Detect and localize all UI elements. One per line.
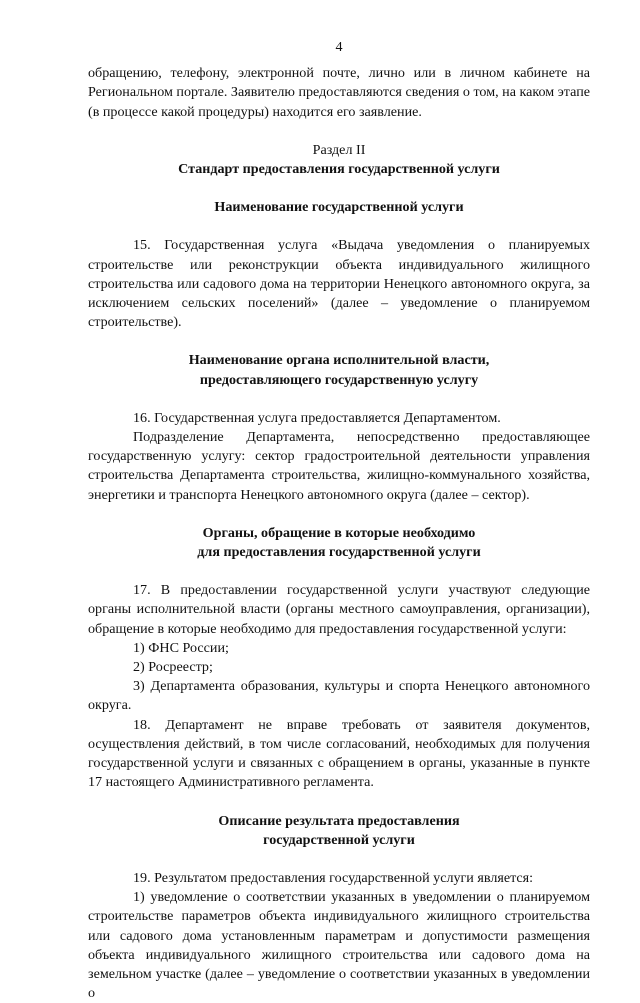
- heading-authority-line-1: Наименование органа исполнительной власти,: [188, 352, 490, 369]
- heading-result-line-1: Описание результата предоставления: [218, 812, 460, 829]
- paragraph-16-b: Подразделение Департамента, непосредственно предоставляющее государственную услугу: сектор градостроительной деятельности управления строительства Департамента строительства, жилищно-коммунального хозяйства, энергетики и транспорта Ненецкого автономного округа (далее – сектор).: [88, 429, 590, 503]
- paragraph-17-item-2: 2) Росреестр;: [133, 659, 213, 676]
- paragraph-16-a: 16. Государственная услуга предоставляется Департаментом.: [133, 409, 501, 426]
- paragraph-17-item-1: 1) ФНС России;: [133, 639, 229, 656]
- heading-bodies-line-2: для предоставления государственной услуги: [197, 544, 481, 561]
- heading-service-name: Наименование государственной услуги: [214, 199, 464, 216]
- paragraph-19-item-1: 1) уведомление о соответствии указанных в уведомлении о планируемом строительстве параметров объекта индивидуального жилищного строительства или садового дома установленным параметрам и допустимости размещения объекта индивидуального жилищного строительства или садового дома на земельном участке (далее – уведомление о соответствии указанных в уведомлении о: [88, 889, 590, 1002]
- section-label: Раздел II: [312, 141, 366, 158]
- paragraph-19: 19. Результатом предоставления государственной услуги является:: [133, 869, 534, 886]
- heading-bodies-line-1: Органы, обращение в которые необходимо: [202, 524, 476, 541]
- paragraph-17: 17. В предоставлении государственной услуги участвуют следующие органы исполнительной власти (органы местного самоуправления, организации), обращение в которые необходимо для предоставления государственной услуги:: [88, 582, 590, 637]
- heading-authority-line-2: предоставляющего государственную услугу: [199, 371, 479, 388]
- page-number: 4: [335, 39, 343, 55]
- section-title: Стандарт предоставления государственной услуги: [178, 161, 500, 178]
- heading-result-line-2: государственной услуги: [263, 831, 415, 848]
- paragraph-15: 15. Государственная услуга «Выдача уведомления о планируемых строительстве или реконструкции объекта индивидуального жилищного строительства или садового дома на территории Ненецкого автономного округа, за исключением сельских поселений» (далее – уведомление о планируемом строительстве).: [88, 237, 590, 331]
- intro-paragraph: обращению, телефону, электронной почте, лично или в личном кабинете на Региональном портале. Заявителю предоставляются сведения о том, на каком этапе (в процессе какой процедуры) находится его заявление.: [88, 65, 590, 120]
- paragraph-17-item-3: 3) Департамента образования, культуры и спорта Ненецкого автономного округа.: [88, 678, 590, 714]
- paragraph-18: 18. Департамент не вправе требовать от заявителя документов, осуществления действий, в том числе согласований, необходимых для получения государственной услуги и связанных с обращением в органы, указанные в пункте 17 настоящего Административного регламента.: [88, 716, 590, 791]
